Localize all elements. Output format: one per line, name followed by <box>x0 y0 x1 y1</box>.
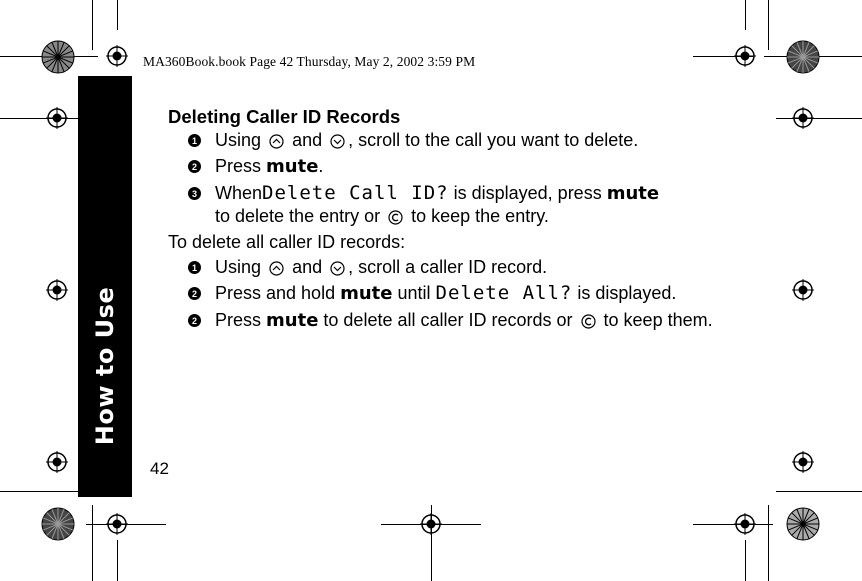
step-text-part: to keep the entry. <box>406 206 549 226</box>
mute-key-label: mute <box>266 156 319 177</box>
sunburst-mark-icon <box>786 40 820 74</box>
step-text-part: is displayed, press <box>448 183 607 203</box>
crop-mark <box>745 540 746 581</box>
crop-mark <box>693 524 773 525</box>
section-intro: To delete all caller ID records: <box>168 232 406 252</box>
registration-target-icon <box>46 451 68 473</box>
registration-target-icon <box>106 45 128 67</box>
crop-mark <box>768 505 769 581</box>
registration-target-icon <box>46 279 68 301</box>
step-text-part: Using <box>215 130 262 150</box>
step-text-part: until <box>392 283 436 303</box>
step-item <box>188 155 728 178</box>
step-text-part: Press and hold <box>215 283 341 303</box>
step-text-part: Press <box>215 156 262 176</box>
crop-mark <box>745 0 746 30</box>
instructions-content <box>168 106 728 336</box>
registration-target-icon <box>792 107 814 129</box>
sunburst-mark-icon <box>41 40 75 74</box>
display-message: Delete All? <box>435 282 573 304</box>
side-tab-label: How to Use <box>91 286 119 446</box>
crop-mark <box>92 505 93 581</box>
step-text-part: When <box>215 183 263 203</box>
scroll-up-key-icon <box>269 134 284 149</box>
step-item <box>188 256 728 278</box>
registration-target-icon <box>792 451 814 473</box>
step-text-part: , scroll a caller ID record. <box>348 257 548 277</box>
step-text-part: to keep them. <box>598 310 713 330</box>
mute-key-label: mute <box>606 183 660 204</box>
page-number: 42 <box>150 459 169 478</box>
registration-target-icon <box>46 107 68 129</box>
registration-target-icon <box>792 279 814 301</box>
step-text-part: to delete the entry or <box>215 206 386 226</box>
step-text-part: , scroll to the call you want to delete. <box>348 130 639 150</box>
crop-mark <box>92 0 93 50</box>
step-number: 3 <box>188 187 201 200</box>
step-text <box>215 309 728 332</box>
step-number: 2 <box>188 160 201 173</box>
registration-target-icon <box>106 513 128 535</box>
registration-target-icon <box>734 45 756 67</box>
side-section-tab <box>78 76 132 497</box>
crop-mark <box>768 0 769 50</box>
scroll-down-key-icon <box>330 134 345 149</box>
step-text <box>215 182 728 227</box>
c-key-icon <box>388 210 403 225</box>
step-number: 2 <box>188 314 201 327</box>
scroll-up-key-icon <box>269 261 284 276</box>
mute-key-label: mute <box>340 283 393 304</box>
step-text-part: and <box>292 257 323 277</box>
registration-target-icon <box>420 513 442 535</box>
section-title: Deleting Caller ID Records <box>168 106 401 127</box>
step-number: 1 <box>188 261 201 274</box>
step-text-part: is displayed. <box>572 283 677 303</box>
step-item <box>188 282 728 305</box>
step-text <box>215 256 728 278</box>
crop-mark <box>776 118 862 119</box>
step-text-part: Using <box>215 257 262 277</box>
file-info-header: MA360Book.book Page 42 Thursday, May 2, 2002 3:59 PM <box>143 54 476 69</box>
step-item <box>188 182 728 227</box>
c-key-icon <box>581 314 596 329</box>
step-item <box>188 129 728 151</box>
sunburst-mark-icon <box>41 507 75 541</box>
step-text-part: Press <box>215 310 267 330</box>
crop-mark <box>0 491 80 492</box>
crop-mark <box>776 491 862 492</box>
step-number: 2 <box>188 287 201 300</box>
crop-mark <box>117 540 118 581</box>
crop-mark <box>117 0 118 30</box>
step-text-part: to delete all caller ID records or <box>318 310 578 330</box>
step-text-part: . <box>318 156 324 176</box>
step-item <box>188 309 728 332</box>
step-text-part: and <box>292 130 323 150</box>
step-text <box>215 282 728 305</box>
step-number: 1 <box>188 134 201 147</box>
step-text <box>215 129 728 151</box>
display-message: Delete Call ID? <box>262 182 449 204</box>
registration-target-icon <box>734 513 756 535</box>
crop-mark <box>0 118 80 119</box>
sunburst-mark-icon <box>786 507 820 541</box>
scroll-down-key-icon <box>330 261 345 276</box>
step-text <box>215 155 728 178</box>
mute-key-label: mute <box>266 310 319 331</box>
